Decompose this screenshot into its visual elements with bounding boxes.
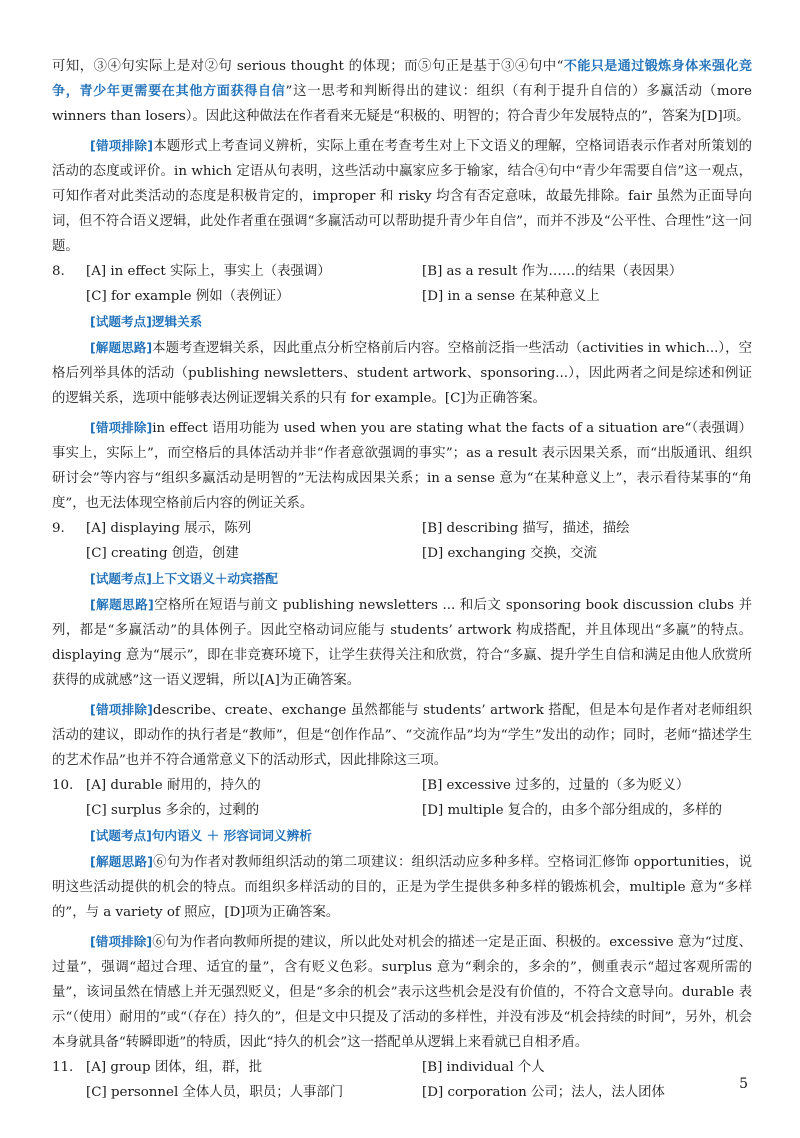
option-d: [D] in a sense 在某种意义上 — [422, 289, 600, 304]
q8-options-row-1 — [52, 259, 752, 284]
question-number: 10. — [52, 778, 74, 793]
q10-idea-text: ⑥句为作者对教师组织活动的第二项建议：组织活动应多种多样。空格词汇修饰 opportunities，说明这些活动提供的机会的特点。而组织多样活动的目的，正是为学生提供多种多样的锻炼机会，multiple 意为“多样的”，与 a variety of 照应，[D]项为正确答案。 — [52, 855, 752, 920]
q9-options-row-1 — [52, 516, 752, 541]
q8-idea — [52, 335, 752, 411]
q11-options-row-2 — [52, 1080, 752, 1105]
intro-paragraph — [52, 54, 752, 129]
q10-wrong-text: ⑥句为作者向教师所提的建议，所以此处对机会的描述一定是正面、积极的。excessive 意为“过度、过量”，强调“超过合理、适宜的量”，含有贬义色彩。surplus 意为“剩余的，多余的”，侧重表示“超过客观所需的量”，该词虽然在情感上并无强烈贬义，但是“多余的机会”表示这些机会是没有价值的，不符合文意导向。durable 表示“（使用）耐用的”或“（存在）持久的”，但是文中只提及了活动的多样性，并没有涉及“机会持续的时间”，另外，机会本身就具备“转瞬即逝”的特质，因此“持久的机会”这一搭配单从逻辑上来看就已自相矛盾。 — [52, 935, 753, 1050]
q10-options-row-1 — [52, 773, 752, 798]
option-d: [D] multiple 复合的，由多个部分组成的，多样的 — [422, 803, 722, 818]
solution-idea-tag: [解题思路] — [90, 340, 153, 355]
q7-wrong-text: 本题形式上考查词义辨析，实际上重在考查考生对上下文语义的理解，空格词语表示作者对所策划的活动的态度或评价。in which 定语从句表明，这些活动中赢家应多于输家，结合④句中“青少年需要自信”这一观点，可知作者对此类活动的态度是积极肯定的，improper 和 risky 均含有否定意味，故最先排除。fair 虽然为正面导向词，但不符合语义逻辑，此处作者重在强调“多赢活动可以帮助提升青少年自信”，而并不涉及“公平性、合理性”这一问题。 — [52, 139, 753, 254]
option-c: [C] for example 例如（表例证） — [86, 289, 290, 304]
option-b: [B] as a result 作为……的结果（表因果） — [422, 264, 683, 279]
wrong-option-tag: [错项排除] — [90, 934, 153, 949]
q9-options-row-2 — [52, 541, 752, 566]
test-point-tag: [试题考点] — [90, 828, 152, 843]
q9-wrong-text: describe、create、exchange 虽然都能与 students’ artwork 搭配，但是本句是作者对老师组织活动的建议，即动作的执行者是“教师”，但是“创作作品”、“交流作品”均为“学生”发出的动作；同时，老师“描述学生的艺术作品”也并不符合通常意义下的活动形式，因此排除这三项。 — [52, 703, 752, 768]
intro-highlight: 不能只是通过锻炼身体来强化竞争，青少年更需要在其他方面获得自信 — [52, 59, 752, 99]
q10-options-row-2 — [52, 798, 752, 823]
wrong-option-tag: [错项排除] — [90, 420, 153, 435]
option-b: [B] individual 个人 — [422, 1060, 545, 1075]
solution-idea-tag: [解题思路] — [90, 597, 154, 612]
option-d: [D] corporation 公司；法人，法人团体 — [422, 1085, 665, 1100]
option-a: [A] displaying 展示，陈列 — [86, 521, 252, 536]
wrong-option-tag: [错项排除] — [90, 138, 154, 153]
q8-wrong-text: in effect 语用功能为 used when you are stating what the facts of a situation are“（表强调）事实上，实际上”，而空格后的具体活动并非“作者意欲强调的事实”；as a result 表示因果关系，而“出版通讯、组织研讨会”等内容与“组织多赢活动是明智的”无法构成因果关系；in a sense 意为“在某种意义上”，表示看待某事的“角度”，也无法体现空格前后内容的例证关系。 — [52, 421, 753, 511]
document-page — [52, 54, 752, 1105]
test-point-value: 句内语义 ＋ 形容词词义辨析 — [151, 828, 312, 843]
intro-text-b: ”这一思考和判断得出的建议：组织（有利于提升自信的）多赢活动（more winners than losers）。因此这种做法在作者看来无疑是“积极的、明智的；符合青少年发展特点的”，答案为[D]项。 — [52, 84, 752, 124]
test-point-value: 上下文语义＋动宾搭配 — [151, 571, 278, 586]
option-b: [B] describing 描写，描述，描绘 — [422, 521, 630, 536]
option-d: [D] exchanging 交换，交流 — [422, 546, 597, 561]
test-point-tag: [试题考点] — [90, 571, 152, 586]
page-number: 5 — [739, 1076, 748, 1092]
question-number: 11. — [52, 1060, 74, 1075]
intro-text-a: 可知，③④句实际上是对②句 serious thought 的体现；而⑤句正是基于③④句中“ — [52, 59, 564, 74]
option-b: [B] excessive 过多的，过量的（多为贬义） — [422, 778, 690, 793]
option-c: [C] creating 创造，创建 — [86, 546, 239, 561]
question-number: 9. — [52, 521, 65, 536]
option-a: [A] in effect 实际上，事实上（表强调） — [86, 264, 331, 279]
q11-options-row-1 — [52, 1055, 752, 1080]
option-c: [C] personnel 全体人员，职员；人事部门 — [86, 1085, 344, 1100]
test-point-value: 逻辑关系 — [151, 314, 203, 329]
option-c: [C] surplus 多余的，过剩的 — [86, 803, 260, 818]
question-number: 8. — [52, 264, 65, 279]
q9-idea — [52, 592, 752, 693]
q8-wrong — [52, 415, 752, 516]
option-a: [A] durable 耐用的，持久的 — [86, 778, 261, 793]
q8-idea-text: 本题考查逻辑关系，因此重点分析空格前后内容。空格前泛指一些活动（activities in which...），空格后列举具体的活动（publishing newsletters、student artwork、sponsoring...），因此两者之间是综述和例证的逻辑关系，选项中能够表达例证逻辑关系的只有 for example。[C]为正确答案。 — [52, 341, 752, 406]
q10-wrong — [52, 929, 752, 1055]
solution-idea-tag: [解题思路] — [90, 854, 153, 869]
q8-point — [52, 309, 752, 335]
q9-idea-text: 空格所在短语与前文 publishing newsletters ... 和后文 sponsoring book discussion clubs 并列，都是“多赢活动”的具体例子。因此空格动词应能与 students’ artwork 构成搭配，并且体现出“多赢”的特点。displaying 意为“展示”，即在非竞赛环境下，让学生获得关注和欣赏，符合“多赢、提升学生自信和满足由他人欣赏所获得的成就感”这一语义逻辑，所以[A]为正确答案。 — [52, 598, 752, 688]
q10-idea — [52, 849, 752, 925]
option-a: [A] group 团体，组，群，批 — [86, 1060, 262, 1075]
q8-options-row-2 — [52, 284, 752, 309]
q9-point — [52, 566, 752, 592]
q9-wrong — [52, 697, 752, 773]
q10-point — [52, 823, 752, 849]
q7-wrong-paragraph — [52, 133, 752, 259]
test-point-tag: [试题考点] — [90, 314, 152, 329]
wrong-option-tag: [错项排除] — [90, 702, 153, 717]
